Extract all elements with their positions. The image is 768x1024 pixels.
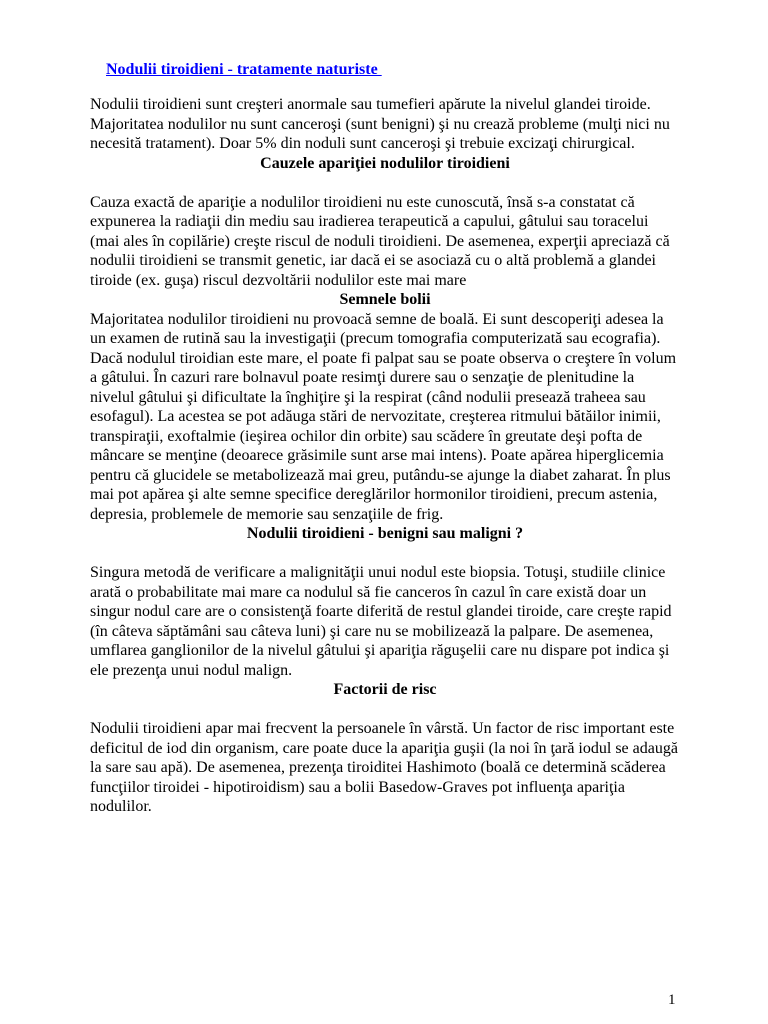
document-page bbox=[90, 40, 680, 817]
risk-factors-paragraph: Nodulii tiroidieni apar mai frecvent la persoanele în vârstă. Un factor de risc important este deficitul de iod din organism, care poate duce la apariţia guşii (la noi în ţară iodul se adaugă la sare sau apă). De asemenea, prezenţa tiroiditei Hashimoto (boală ce determină scăderea funcţiilor tiroidei - hipotiroidism) sau a bolii Basedow-Graves pot influenţa apariţia nodulilor. bbox=[90, 720, 678, 815]
symptoms-paragraph-1: Majoritatea nodulilor tiroidieni nu provoacă semne de boală. Ei sunt descoperiţi adesea la un examen de rutină sau la investigaţii (precum tomografia computerizată sau ecografia). bbox=[90, 310, 664, 347]
title-block bbox=[90, 40, 680, 78]
section-heading-risk-factors: Factorii de risc bbox=[333, 681, 437, 698]
section-heading-symptoms: Semnele bolii bbox=[339, 291, 431, 308]
symptoms-paragraph-2: Dacă nodulul tiroidian este mare, el poate fi palpat sau se poate observa o creştere în volum a gâtului. În cazuri rare bolnavul poate resimţi durere sau o senzaţie de plenitudine la nivelul gâtului şi dificultate la înghiţire şi la respirat (când nodulii presează traheea sau esofagul). La acestea se pot adăuga stări de nervozitate, creşterea ritmului bătăilor inimii, transpiraţii, exoftalmie (ieşirea ochilor din orbite) sau scădere în greutate deşi pofta de mâncare se menţine (deoarece grăsimile sunt arse mai intens). Poate apărea hiperglicemia pentru că glucidele se metabolizează mai greu, putându-se ajunge la diabet zaharat. În plus mai pot apărea şi alte semne specifice dereglărilor hormonilor tiroidieni, precum astenia, depresia, problemele de memorie sau senzaţiile de frig. bbox=[90, 349, 677, 523]
paragraph-spacer bbox=[90, 173, 680, 193]
causes-paragraph: Cauza exactă de apariţie a nodulilor tiroidieni nu este cunoscută, însă s-a constatat că expunerea la radiaţii din mediu sau iradierea terapeutică a capului, gâtului sau toracelui (mai ales în copilărie) creşte riscul de noduli tiroidieni. De asemenea, experţii apreciază că nodulii tiroidieni se transmit genetic, iar dacă ei se asociază cu o altă problemă a glandei tiroide (ex. guşa) riscul dezvoltării nodulilor este mai mare bbox=[90, 193, 670, 289]
document-title-link[interactable]: Nodulii tiroidieni - tratamente naturiste bbox=[106, 60, 382, 78]
section-heading-benign-malign: Nodulii tiroidieni - benigni sau maligni ? bbox=[246, 525, 524, 542]
page-number: 1 bbox=[668, 992, 676, 1008]
section-heading-causes: Cauzele apariţiei nodulilor tiroidieni bbox=[260, 154, 510, 172]
intro-paragraph: Nodulii tiroidieni sunt creşteri anormale sau tumefieri apărute la nivelul glandei tiroide. Majoritatea nodulilor nu sunt canceroşi (sunt benigni) şi nu crează probleme (mulţi nici nu necesită tratament). Doar 5% din noduli sunt canceroşi şi trebuie excizaţi chirurgical. bbox=[90, 96, 670, 152]
paragraph-spacer bbox=[90, 700, 680, 720]
benign-malign-paragraph: Singura metodă de verificare a malignităţii unui nodul este biopsia. Totuşi, studiile clinice arată o probabilitate mai mare ca nodulul să fie canceros în cazul în care există doar un singur nodul care are o consistenţă foarte diferită de restul glandei tiroide, care creşte rapid (în câteva săptămâni sau câteva luni) şi care nu se mobilizează la palpare. De asemenea, umflarea ganglionilor de la nivelul gâtului şi apariţia răguşelii care nu dispare pot indica şi ele prezenţa unui nodul malign. bbox=[90, 564, 672, 679]
paragraph-spacer bbox=[90, 544, 680, 564]
